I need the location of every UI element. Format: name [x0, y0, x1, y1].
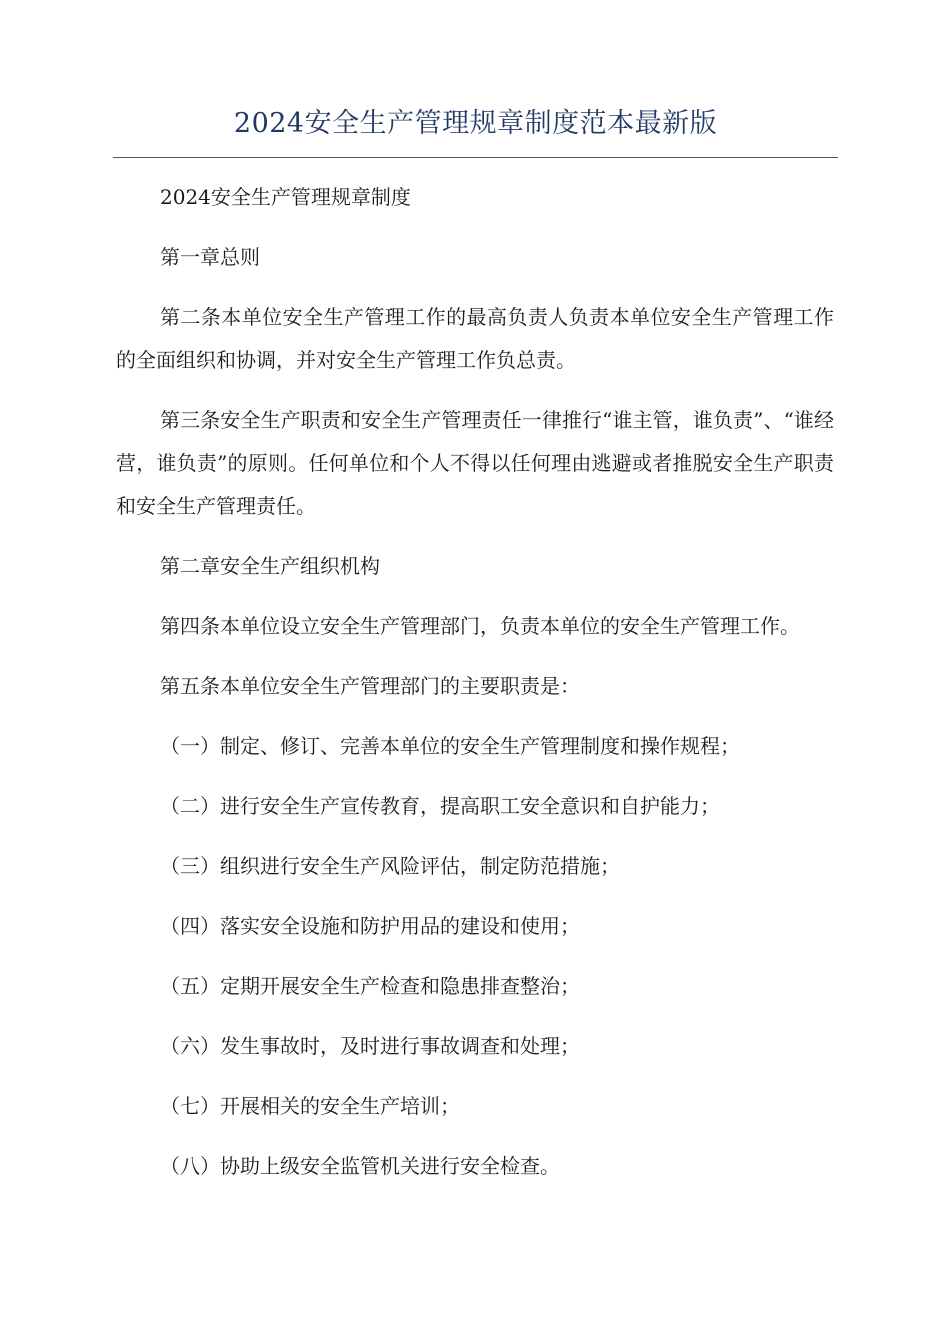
paragraph-article-2: 第二条本单位安全生产管理工作的最高负责人负责本单位安全生产管理工作的全面组织和协调，并对安全生产管理工作负总责。	[116, 305, 834, 372]
paragraph-article-3: 第三条安全生产职责和安全生产管理责任一律推行“谁主管，谁负责”、“谁经营，谁负责”的原则。任何单位和个人不得以任何理由逃避或者推脱安全生产职责和安全生产管理责任。	[116, 408, 834, 518]
list-item: （五）定期开展安全生产检查和隐患排查整治；	[160, 974, 580, 998]
list-item: （八）协助上级安全监管机关进行安全检查。	[160, 1154, 560, 1178]
list-item: （二）进行安全生产宣传教育，提高职工安全意识和自护能力；	[160, 794, 720, 818]
paragraph-article-5: 第五条本单位安全生产管理部门的主要职责是：	[160, 674, 580, 698]
title-divider	[113, 157, 838, 158]
paragraph-chapter-2: 第二章安全生产组织机构	[160, 554, 380, 578]
list-item: （四）落实安全设施和防护用品的建设和使用；	[160, 914, 580, 938]
list-item: （一）制定、修订、完善本单位的安全生产管理制度和操作规程；	[160, 734, 740, 758]
document-title: 2024安全生产管理规章制度范本最新版	[233, 108, 718, 139]
list-item: （六）发生事故时，及时进行事故调查和处理；	[160, 1034, 580, 1058]
paragraph-chapter-1: 第一章总则	[160, 245, 260, 269]
paragraph-article-4: 第四条本单位设立安全生产管理部门，负责本单位的安全生产管理工作。	[160, 614, 800, 638]
document-body	[116, 176, 834, 1205]
list-item: （三）组织进行安全生产风险评估，制定防范措施；	[160, 854, 620, 878]
list-item: （七）开展相关的安全生产培训；	[160, 1094, 460, 1118]
paragraph-doc-heading: 2024安全生产管理规章制度	[160, 185, 411, 209]
